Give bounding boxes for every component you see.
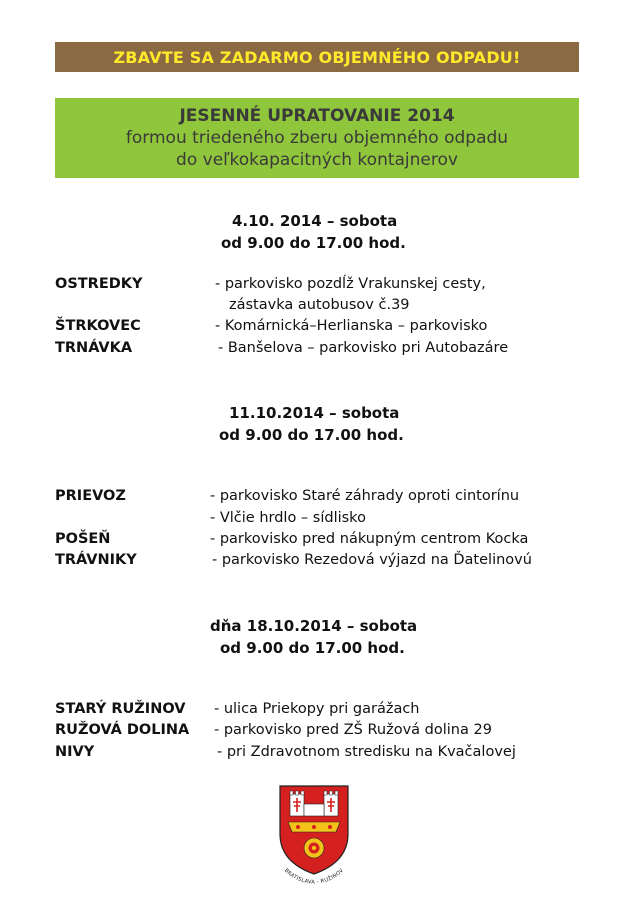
location-label: PRIEVOZ: [55, 488, 126, 504]
location-desc: - parkovisko pred nákupným centrom Kocka: [210, 531, 529, 547]
location-desc: - ulica Priekopy pri garážach: [214, 701, 420, 717]
crest-caption: BRATISLAVA - RUŽINOV: [282, 867, 346, 886]
location-desc: - pri Zdravotnom stredisku na Kvačalovej: [217, 744, 516, 760]
top-banner: [55, 42, 579, 72]
location-desc: - parkovisko pred ZŠ Ružová dolina 29: [214, 722, 492, 738]
ruzinov-crest-icon: [266, 782, 362, 886]
section-1-time: od 9.00 do 17.00 hod.: [221, 234, 406, 252]
location-label: TRÁVNIKY: [55, 552, 137, 568]
location-desc-line-2: - Vlčie hrdlo – sídlisko: [210, 510, 366, 526]
location-label: NIVY: [55, 744, 95, 760]
location-desc: - Banšelova – parkovisko pri Autobazáre: [218, 340, 509, 356]
location-desc: - Komárnická–Herlianska – parkovisko: [215, 318, 488, 334]
section-3-date: dňa 18.10.2014 – sobota: [210, 617, 418, 635]
location-label: STARÝ RUŽINOV: [55, 701, 186, 717]
subtitle-line-1: formou triedeného zberu objemného odpadu: [125, 128, 509, 148]
location-label: ŠTRKOVEC: [55, 318, 141, 334]
section-2-date: 11.10.2014 – sobota: [229, 404, 400, 422]
page-title: JESENNÉ UPRATOVANIE 2014: [179, 106, 455, 126]
location-label: OSTREDKY: [55, 276, 143, 292]
location-desc: - parkovisko Staré záhrady oproti cintorínu: [210, 488, 520, 504]
section-3-time: od 9.00 do 17.00 hod.: [220, 639, 405, 657]
location-label: POŠEŇ: [55, 531, 111, 547]
location-label: TRNÁVKA: [55, 340, 133, 356]
location-desc: - parkovisko pozdĺž Vrakunskej cesty,: [215, 276, 486, 292]
section-2-time: od 9.00 do 17.00 hod.: [219, 426, 404, 444]
location-desc: - parkovisko Rezedová výjazd na Ďatelinovú: [212, 552, 532, 568]
subtitle-line-2: do veľkokapacitných kontajnerov: [176, 150, 458, 170]
location-desc-line-2: zástavka autobusov č.39: [229, 297, 410, 313]
section-1-date: 4.10. 2014 – sobota: [232, 212, 398, 230]
title-banner: [55, 98, 579, 178]
banner-text: ZBAVTE SA ZADARMO OBJEMNÉHO ODPADU!: [113, 47, 521, 67]
location-label: RUŽOVÁ DOLINA: [55, 722, 190, 738]
